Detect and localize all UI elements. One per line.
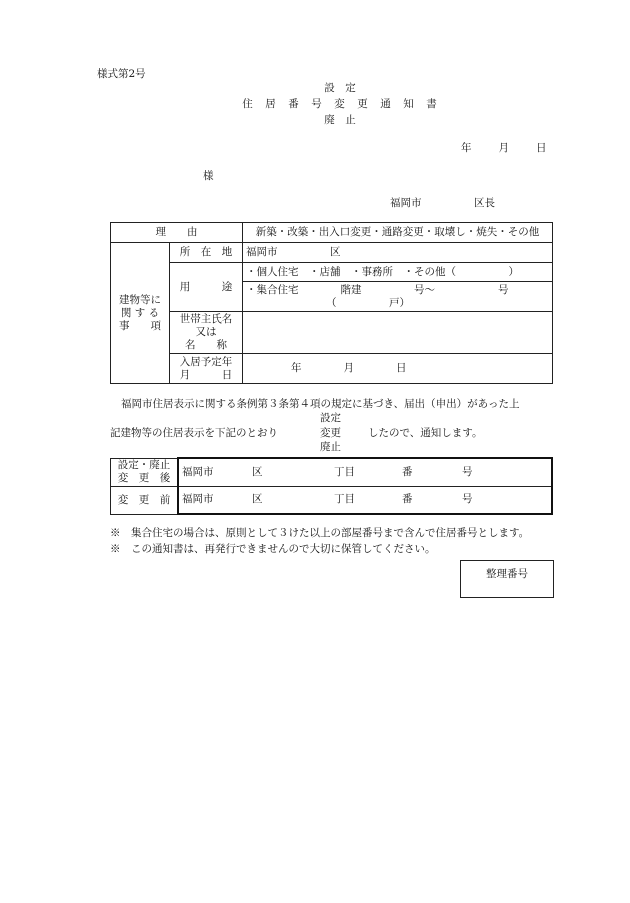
move-in-date-label: 入居予定年 月 日 bbox=[170, 354, 243, 384]
notice-line1: 福岡市住居表示に関する条例第３条第４項の規定に基づき、届出（申出）があった上 bbox=[121, 398, 520, 410]
addressee-suffix: 様 bbox=[203, 170, 214, 182]
notice-option-abolish: 廃止 bbox=[320, 441, 341, 453]
building-matters-label: 建物等に 関 す る 事 項 bbox=[111, 243, 170, 384]
notice-option-set: 設定 bbox=[320, 412, 341, 424]
reason-label: 理 由 bbox=[111, 223, 243, 243]
usage-label: 用 途 bbox=[170, 263, 243, 312]
household-name-label: 世帯主氏名 又は 名 称 bbox=[170, 312, 243, 354]
reference-number-box bbox=[460, 560, 554, 598]
move-in-date-value: 年 月 日 bbox=[243, 354, 553, 384]
after-change-address: 福岡市 区 丁目 番 号 bbox=[178, 458, 552, 486]
address-table bbox=[110, 457, 553, 515]
date-line: 年 月 日 bbox=[461, 142, 549, 154]
usage-options-row2: ・集合住宅 階建 号～ 号 （ 戸） bbox=[243, 282, 553, 312]
note-reissue: ※ この通知書は、再発行できませんので大切に保管してください。 bbox=[110, 543, 436, 555]
notice-option-change: 変更 bbox=[320, 427, 341, 439]
after-change-label: 設定・廃止 変 更 後 bbox=[111, 458, 179, 486]
location-label: 所 在 地 bbox=[170, 243, 243, 263]
reason-value: 新築・改築・出入口変更・通路変更・取壊し・焼失・その他 bbox=[243, 223, 553, 243]
usage-options-row1: ・個人住宅 ・店舗 ・事務所 ・その他（ ） bbox=[243, 263, 553, 282]
location-value: 福岡市 区 bbox=[243, 243, 553, 263]
issuer-city: 福岡市 bbox=[390, 197, 422, 209]
form-number: 様式第2号 bbox=[97, 68, 146, 80]
notice-line2-suffix: したので、通知します。 bbox=[368, 427, 483, 439]
household-name-value bbox=[243, 312, 553, 354]
title-option-abolish: 廃 止 bbox=[324, 114, 356, 126]
document-title: 住 居 番 号 変 更 通 知 書 bbox=[242, 98, 438, 110]
before-change-label: 変 更 前 bbox=[111, 486, 179, 514]
notice-line2-prefix: 記建物等の住居表示を下記のとおり bbox=[110, 427, 278, 439]
building-info-table bbox=[110, 222, 553, 384]
issuer-title: 区長 bbox=[474, 197, 495, 209]
reference-number-label: 整理番号 bbox=[486, 568, 528, 580]
title-option-set: 設 定 bbox=[324, 82, 356, 94]
note-apartment: ※ 集合住宅の場合は、原則として３けた以上の部屋番号まで含んで住居番号とします。 bbox=[110, 527, 530, 539]
before-change-address: 福岡市 区 丁目 番 号 bbox=[178, 486, 552, 514]
